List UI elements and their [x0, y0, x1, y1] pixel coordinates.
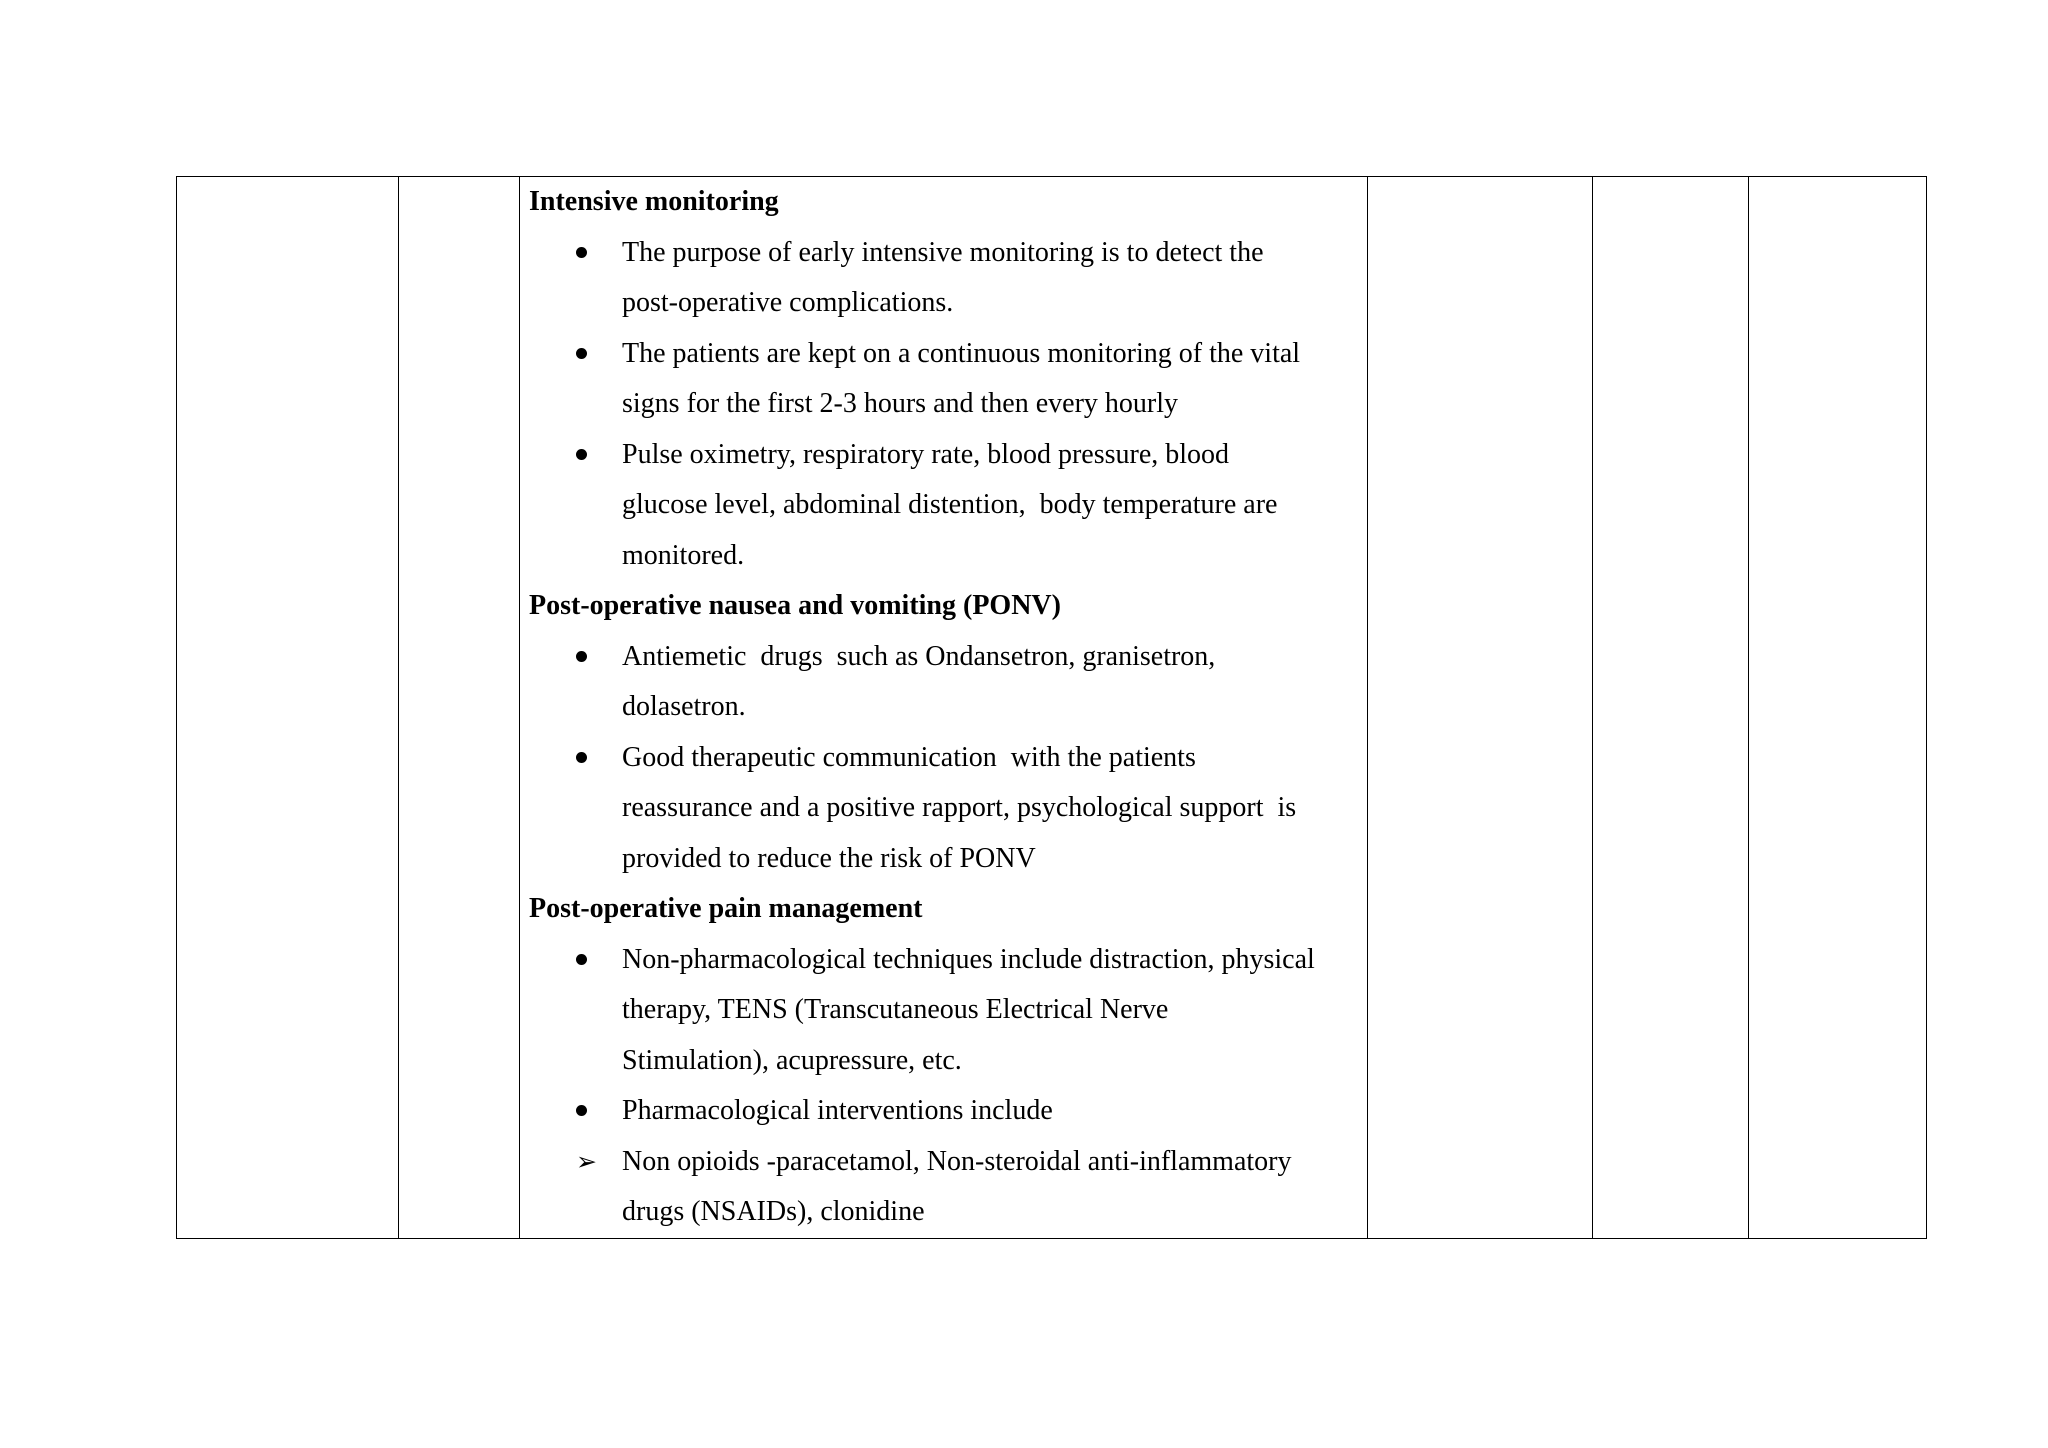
list-item-line: signs for the first 2-3 hours and then every hourly	[622, 388, 1178, 419]
item-list	[529, 935, 1359, 1238]
list-item-line: The purpose of early intensive monitoring is to detect the	[622, 236, 1264, 268]
bullet-icon	[576, 935, 606, 986]
bullet-icon	[576, 733, 606, 784]
list-item-line: Antiemetic drugs such as Ondansetron, granisetron,	[622, 640, 1216, 672]
list-item	[529, 430, 1359, 582]
bullet-icon	[576, 430, 606, 481]
section-heading: Post-operative nausea and vomiting (PONV)	[529, 590, 1061, 621]
item-list	[529, 228, 1359, 582]
table-cell-6	[1749, 177, 1927, 1239]
list-item-line: glucose level, abdominal distention, body temperature are	[622, 489, 1278, 520]
list-item-line: provided to reduce the risk of PONV	[622, 842, 1036, 874]
list-item	[529, 632, 1359, 733]
list-item-line: The patients are kept on a continuous monitoring of the vital	[622, 337, 1301, 369]
section-heading: Intensive monitoring	[529, 186, 779, 217]
bullet-icon	[576, 1086, 606, 1137]
section-heading: Post-operative pain management	[529, 893, 923, 924]
list-item	[529, 329, 1359, 430]
table-row	[177, 177, 1927, 1239]
table-cell-5	[1593, 177, 1749, 1239]
list-item-line: Stimulation), acupressure, etc.	[622, 1044, 962, 1076]
list-item	[529, 935, 1359, 1087]
table-cell-2	[399, 177, 520, 1239]
list-item-line: dolasetron.	[622, 691, 746, 722]
list-item-line: Pulse oximetry, respiratory rate, blood pressure, blood	[622, 438, 1230, 470]
bullet-icon	[576, 632, 606, 683]
list-item	[529, 1137, 1359, 1238]
table-cell-content	[520, 177, 1368, 1239]
bullet-icon	[576, 329, 606, 380]
list-item-line: Non-pharmacological techniques include distraction, physical	[622, 943, 1315, 975]
table-cell-1	[177, 177, 399, 1239]
list-item	[529, 733, 1359, 885]
arrowhead-icon: ➢	[576, 1146, 597, 1176]
table-cell-4	[1368, 177, 1593, 1239]
list-item-line: post-operative complications.	[622, 287, 954, 318]
list-item	[529, 1086, 1359, 1137]
list-item-line: drugs (NSAIDs), clonidine	[622, 1196, 925, 1227]
list-item-line: Pharmacological interventions include	[622, 1095, 1053, 1126]
document-table	[176, 176, 1927, 1239]
list-item-line: Non opioids -paracetamol, Non-steroidal anti-inflammatory	[622, 1145, 1292, 1177]
list-item	[529, 228, 1359, 329]
list-item-line: monitored.	[622, 539, 745, 571]
bullet-icon	[576, 228, 606, 279]
list-item-line: therapy, TENS (Transcutaneous Electrical Nerve	[622, 994, 1169, 1025]
content-body	[520, 177, 1367, 1238]
item-list	[529, 632, 1359, 885]
list-item-line: Good therapeutic communication with the patients	[622, 741, 1196, 773]
list-item-line: reassurance and a positive rapport, psychological support is	[622, 792, 1297, 823]
